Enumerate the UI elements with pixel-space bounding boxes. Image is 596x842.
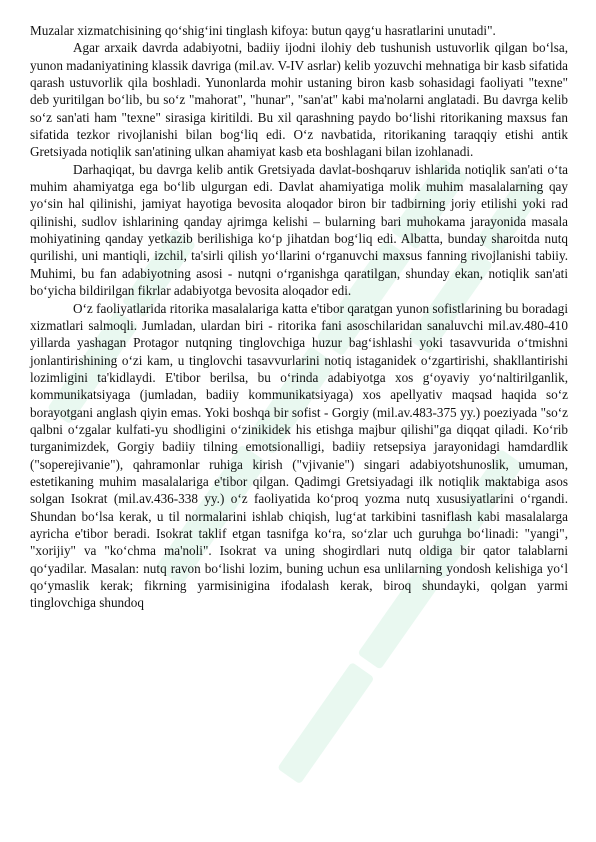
paragraph-2: Agar arxaik davrda adabiyotni, badiiy ijodni ilohiy deb tushunish ustuvorlik qilgan bo‘lsa, yunon madaniyatining klassik davriga (mil.av. V-IV asrlar) kelib yozuvchi mehnatiga bir kasb sifatida qarash ustuvorlik qila boshladi. Yunonlarda mohir ustaning biron kasb sohasidagi faoliyati "texne" deb yuritilgan bo‘lib, bu so‘z "mahorat", "hunar", "san'at" kabi ma'nolarni anglatadi. Bu davrga kelib so‘z san'ati ham "texne" sirasiga kiritildi. Bu xil qarashning paydo bo‘lishi ritorikaning maxsus fan sifatida tezkor rivojlanishi bilan bog‘liq edi. O‘z navbatida, ritorikaning taraqqiy etishi antik Gretsiyada notiqlik san'atining ulkan ahamiyat kasb eta boshlagani bilan izohlanadi.: [30, 40, 568, 160]
paragraph-4: O‘z faoliyatlarida ritorika masalalariga katta e'tibor qaratgan yunon sofistlarining bu boradagi xizmatlari salmoqli. Jumladan, ulardan biri - ritorika fani asoschilaridan sanaluvchi mil.av.480-410 yillarda yashagan Protagor nutqning tinglovchiga huzur bag‘ishlashi yoki tasavvurida o‘tmishni jonlantirishining o‘zi kam, u tinglovchi tasavvurlarini notiq istaganidek o‘zgartirishi, shakllantirishi lozimligini ta'kidlaydi. E'tibor berilsa, bu o‘rinda adabiyotga xos g‘oyaviy yo‘naltirilganlik, kommunikatsiyaga (jumladan, badiiy kommunikatsiyaga) xos apellyativ maqsad haqida so‘z borayotgani anglash qiyin emas. Yoki boshqa bir sofist - Gorgiy (mil.av.483-375 yy.) poeziyada "so‘z qalbni o‘zgalar kulfati-yu shodligini o‘zinikidek his etishga majbur qilishi"ga diqqat qiladi. Ko‘rib turganimizdek, Gorgiy badiiy tilning emotsionalligi, badiiy retsepsiya jarayonidagi hamdardlik ("soperejivanie"), qahramonlar ruhiga kirish ("vjivanie") singari adabiyotshunoslik, umuman, estetikaning muhim masalalariga e'tibor qilgan. Qadimgi Gretsiyadagi ilk notiqlik maktabiga asos solgan Isokrat (mil.av.436-338 yy.) o‘z faoliyatida ko‘proq yozma nutq xususiyatlarini o‘rgandi. Shundan bo‘lsa kerak, u til normalarini ishlab chiqish, lug‘at tarkibini tasniflash kabi masalalarga ayricha e'tibor beradi. Isokrat taklif etgan tasnifga ko‘ra, so‘zlar uch guruhga bo‘linadi: "yangi", "xorijiy" va "ko‘chma ma'noli". Isokrat va uning shogirdlari nutq oldiga bir qator talablarni qo‘yadilar. Masalan: nutq ravon bo‘lishi lozim, buning uchun esa unlilarning yondosh kelishiga yo‘l qo‘ymaslik kerak; fikrning yarmisinigina ifodalash kerak, biroq shundayki, qolgan yarmi tinglovchiga shundoq: [30, 300, 568, 611]
document-page: [30, 22, 568, 612]
paragraph-1: Muzalar xizmatchisining qo‘shig‘ini tinglash kifoya: butun qayg‘u hasratlarini unutadi".: [30, 23, 496, 38]
paragraph-3: Darhaqiqat, bu davrga kelib antik Gretsiyada davlat-boshqaruv ishlarida notiqlik san'ati o‘ta muhim ahamiyatga ega bo‘lib ulgurgan edi. Davlat ahamiyatiga molik muhim masalalarning qay yo‘sin hal qilinishi, jamiyat hayotiga bevosita aloqador biron bir tadbirning joriy etilishi yoki rad qilinishi, sudlov ishlarining qanday ajrimga kelishi – bularning bari muhokama jarayonida masala mohiyatining qanday yetkazib berilishiga ko‘p jihatdan bog‘liq edi. Albatta, bunday sharoitda nutq qurilishi, uni mantiqli, izchil, ta'sirli qilish yo‘llarini o‘rganuvchi maxsus fanning rivojlanishi tabiiy. Muhimi, bu fan adabiyotning asosi - nutqni o‘rganishga qaratilgan, shunday ekan, notiqlik san'ati bo‘yicha bildirilgan fikrlar adabiyotga bevosita aloqador edi.: [30, 161, 568, 299]
